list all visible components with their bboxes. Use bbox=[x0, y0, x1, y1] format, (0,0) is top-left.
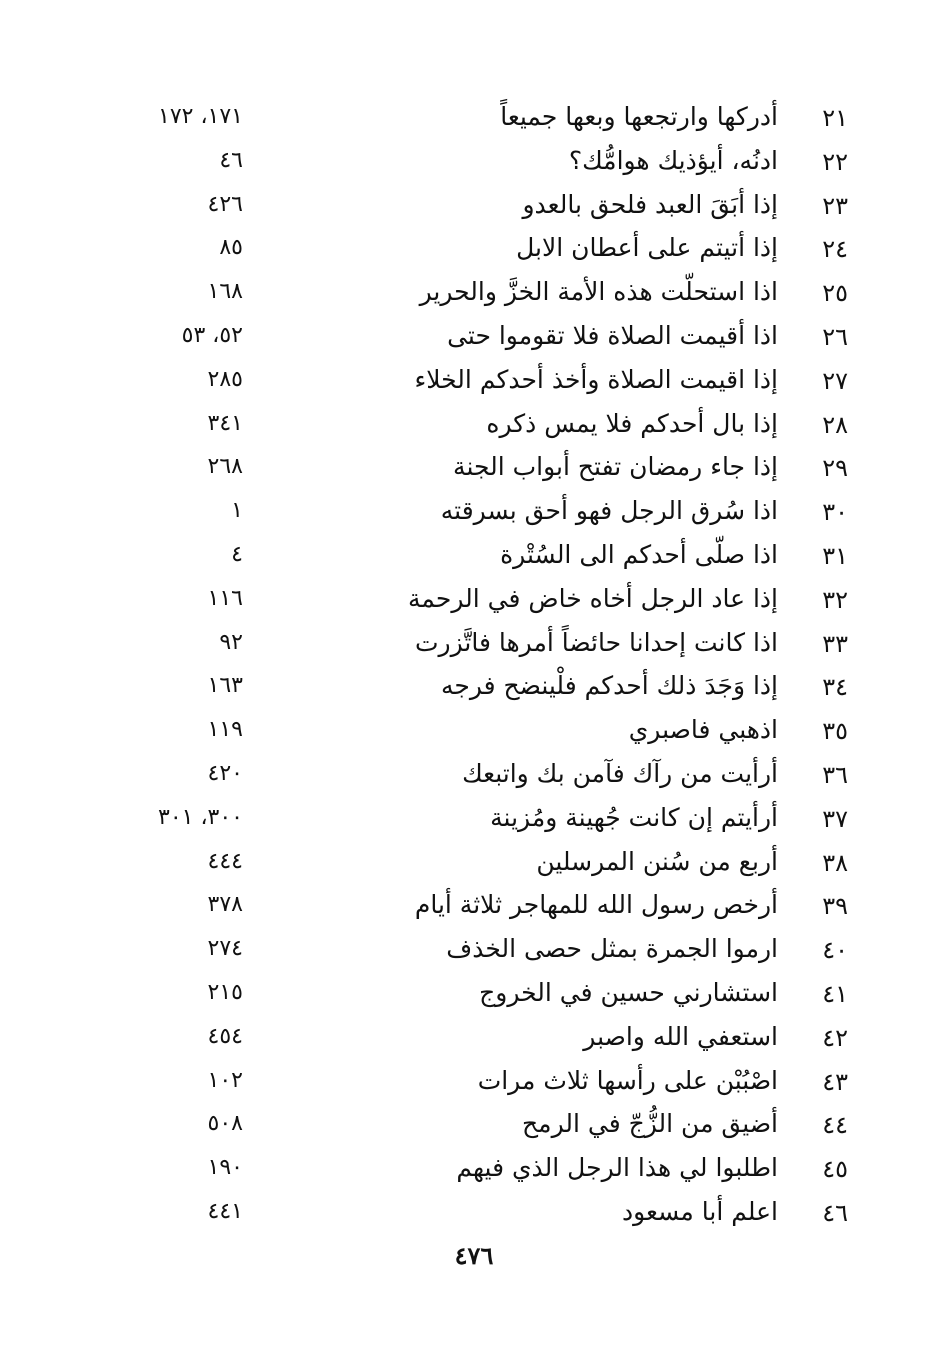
page-references: ٢٨٥ bbox=[207, 366, 243, 392]
entry-number: ٤٣ bbox=[822, 1067, 848, 1096]
page-references: ٤٥٤ bbox=[207, 1023, 243, 1049]
index-row bbox=[0, 144, 948, 188]
hadith-text: اذا كانت إحدانا حائضاً أمرها فاتَّزرت bbox=[414, 627, 778, 657]
entry-number: ٤٢ bbox=[822, 1023, 848, 1052]
entry-number: ٤٠ bbox=[822, 936, 848, 965]
page-references: ١٧١، ١٧٢ bbox=[158, 104, 243, 129]
hadith-text: أرأيتم إن كانت جُهينة ومُزينة bbox=[490, 802, 778, 832]
hadith-text: اذا استحلّت هذه الأمة الخزَّ والحرير bbox=[419, 277, 778, 307]
index-row bbox=[0, 845, 948, 889]
index-row bbox=[0, 319, 948, 363]
index-row bbox=[0, 713, 948, 757]
hadith-text: اعلم أبا مسعود bbox=[622, 1196, 778, 1226]
page-references: ٢٦٨ bbox=[207, 454, 243, 480]
page-references: ٥٠٨ bbox=[207, 1111, 243, 1137]
hadith-text: أضيق من الزُّجّ في الرمح bbox=[522, 1109, 778, 1139]
page-references: ٤٦ bbox=[219, 147, 243, 173]
index-row bbox=[0, 1107, 948, 1151]
index-row bbox=[0, 100, 948, 144]
hadith-text: إذا وَجَدَ ذلك أحدكم فلْينضح فرجه bbox=[440, 671, 778, 701]
index-row bbox=[0, 757, 948, 801]
hadith-text: إذا أبَقَ العبد فلحق بالعدو bbox=[522, 189, 778, 219]
page-number: ٤٧٦ bbox=[454, 1241, 494, 1270]
entry-number: ٣٢ bbox=[822, 585, 848, 614]
hadith-text: اذا صلّى أحدكم الى السُتْرة bbox=[500, 539, 778, 569]
page-references: ١٦٨ bbox=[207, 279, 243, 305]
entry-number: ٢٢ bbox=[822, 147, 848, 176]
page-references: ٢١٥ bbox=[207, 979, 243, 1005]
hadith-text: اصْبُبْن على رأسها ثلاث مرات bbox=[477, 1065, 778, 1095]
index-row bbox=[0, 188, 948, 232]
hadith-text: إذا أتيتم على أعطان الابل bbox=[516, 233, 778, 263]
page-references: ٢٧٤ bbox=[207, 936, 243, 962]
entry-number: ٢٥ bbox=[822, 279, 848, 308]
index-row bbox=[0, 888, 948, 932]
index-row bbox=[0, 450, 948, 494]
entry-number: ٢٦ bbox=[822, 322, 848, 351]
page-references: ١٩٠ bbox=[207, 1155, 243, 1181]
index-row bbox=[0, 626, 948, 670]
page-references: ٤٢٠ bbox=[207, 760, 243, 786]
index-row bbox=[0, 538, 948, 582]
entry-number: ٢٣ bbox=[822, 191, 848, 220]
entry-number: ٢٨ bbox=[822, 410, 848, 439]
entry-number: ٤٦ bbox=[822, 1198, 848, 1227]
entry-number: ٤١ bbox=[822, 979, 848, 1008]
page-references: ٣٤١ bbox=[207, 410, 243, 436]
page-references: ٣٠٠، ٣٠١ bbox=[158, 804, 243, 830]
page-references: ١١٩ bbox=[207, 717, 243, 743]
entry-number: ٣٩ bbox=[822, 892, 848, 921]
hadith-text: اذهبي فاصبري bbox=[628, 715, 778, 745]
entry-number: ٢٩ bbox=[822, 454, 848, 483]
hadith-text: أرأيت من رآك فآمن بك واتبعك bbox=[462, 758, 778, 788]
hadith-text: أربع من سُنن المرسلين bbox=[536, 846, 778, 876]
hadith-text: إذا جاء رمضان تفتح أبواب الجنة bbox=[453, 452, 778, 482]
page-references: ٤ bbox=[231, 541, 243, 567]
hadith-text: اطلبوا لي هذا الرجل الذي فيهم bbox=[456, 1153, 778, 1183]
index-row bbox=[0, 231, 948, 275]
hadith-text: إذا بال أحدكم فلا يمس ذكره bbox=[486, 408, 778, 438]
index-row bbox=[0, 494, 948, 538]
hadith-text: ادنُه، أيؤذيك هوامُّك؟ bbox=[568, 145, 778, 175]
page-references: ١٠٢ bbox=[207, 1067, 243, 1093]
hadith-text: اذا أقيمت الصلاة فلا تقوموا حتى bbox=[447, 320, 778, 350]
index-row bbox=[0, 976, 948, 1020]
entry-number: ٢٤ bbox=[822, 235, 848, 264]
index-row bbox=[0, 1151, 948, 1195]
entry-number: ٣١ bbox=[822, 541, 848, 570]
entry-number: ٣٥ bbox=[822, 717, 848, 746]
hadith-text: ارموا الجمرة بمثل حصى الخذف bbox=[446, 934, 778, 964]
index-row bbox=[0, 363, 948, 407]
entry-number: ٢٧ bbox=[822, 366, 848, 395]
page-references: ٥٢، ٥٣ bbox=[181, 322, 243, 348]
entry-number: ٣٨ bbox=[822, 848, 848, 877]
entry-number: ٤٤ bbox=[822, 1111, 848, 1140]
hadith-text: أرخص رسول الله للمهاجر ثلاثة أيام bbox=[414, 890, 778, 920]
index-row bbox=[0, 1195, 948, 1239]
hadith-text: اذا سُرق الرجل فهو أحق بسرقته bbox=[440, 496, 778, 526]
entry-number: ٣٣ bbox=[822, 629, 848, 658]
index-row bbox=[0, 275, 948, 319]
page-references: ١ bbox=[231, 498, 243, 524]
index-row bbox=[0, 407, 948, 451]
page-references: ٤٢٦ bbox=[207, 191, 243, 217]
entry-number: ٣٠ bbox=[822, 498, 848, 527]
hadith-text: استعفي الله واصبر bbox=[583, 1021, 778, 1051]
hadith-text: استشارني حسين في الخروج bbox=[479, 977, 778, 1007]
entry-number: ٢١ bbox=[822, 104, 848, 132]
hadith-text: إذا عاد الرجل أخاه خاض في الرحمة bbox=[408, 583, 778, 613]
page-references: ٩٢ bbox=[219, 629, 243, 655]
page-references: ٨٥ bbox=[219, 235, 243, 261]
entry-number: ٤٥ bbox=[822, 1155, 848, 1184]
index-row bbox=[0, 1020, 948, 1064]
entry-number: ٣٦ bbox=[822, 760, 848, 789]
page-references: ١٦٣ bbox=[207, 673, 243, 699]
index-row bbox=[0, 932, 948, 976]
entry-number: ٣٧ bbox=[822, 804, 848, 833]
hadith-text: أدركها وارتجعها وبعها جميعاً bbox=[500, 102, 778, 131]
index-list bbox=[0, 100, 948, 1239]
page-references: ٣٧٨ bbox=[207, 892, 243, 918]
page-references: ١١٦ bbox=[207, 585, 243, 611]
index-row bbox=[0, 582, 948, 626]
hadith-text: إذا اقيمت الصلاة وأخذ أحدكم الخلاء bbox=[414, 364, 778, 394]
page-references: ٤٤١ bbox=[207, 1198, 243, 1224]
page-references: ٤٤٤ bbox=[207, 848, 243, 874]
index-row bbox=[0, 1064, 948, 1108]
index-row bbox=[0, 801, 948, 845]
entry-number: ٣٤ bbox=[822, 673, 848, 702]
index-row bbox=[0, 669, 948, 713]
